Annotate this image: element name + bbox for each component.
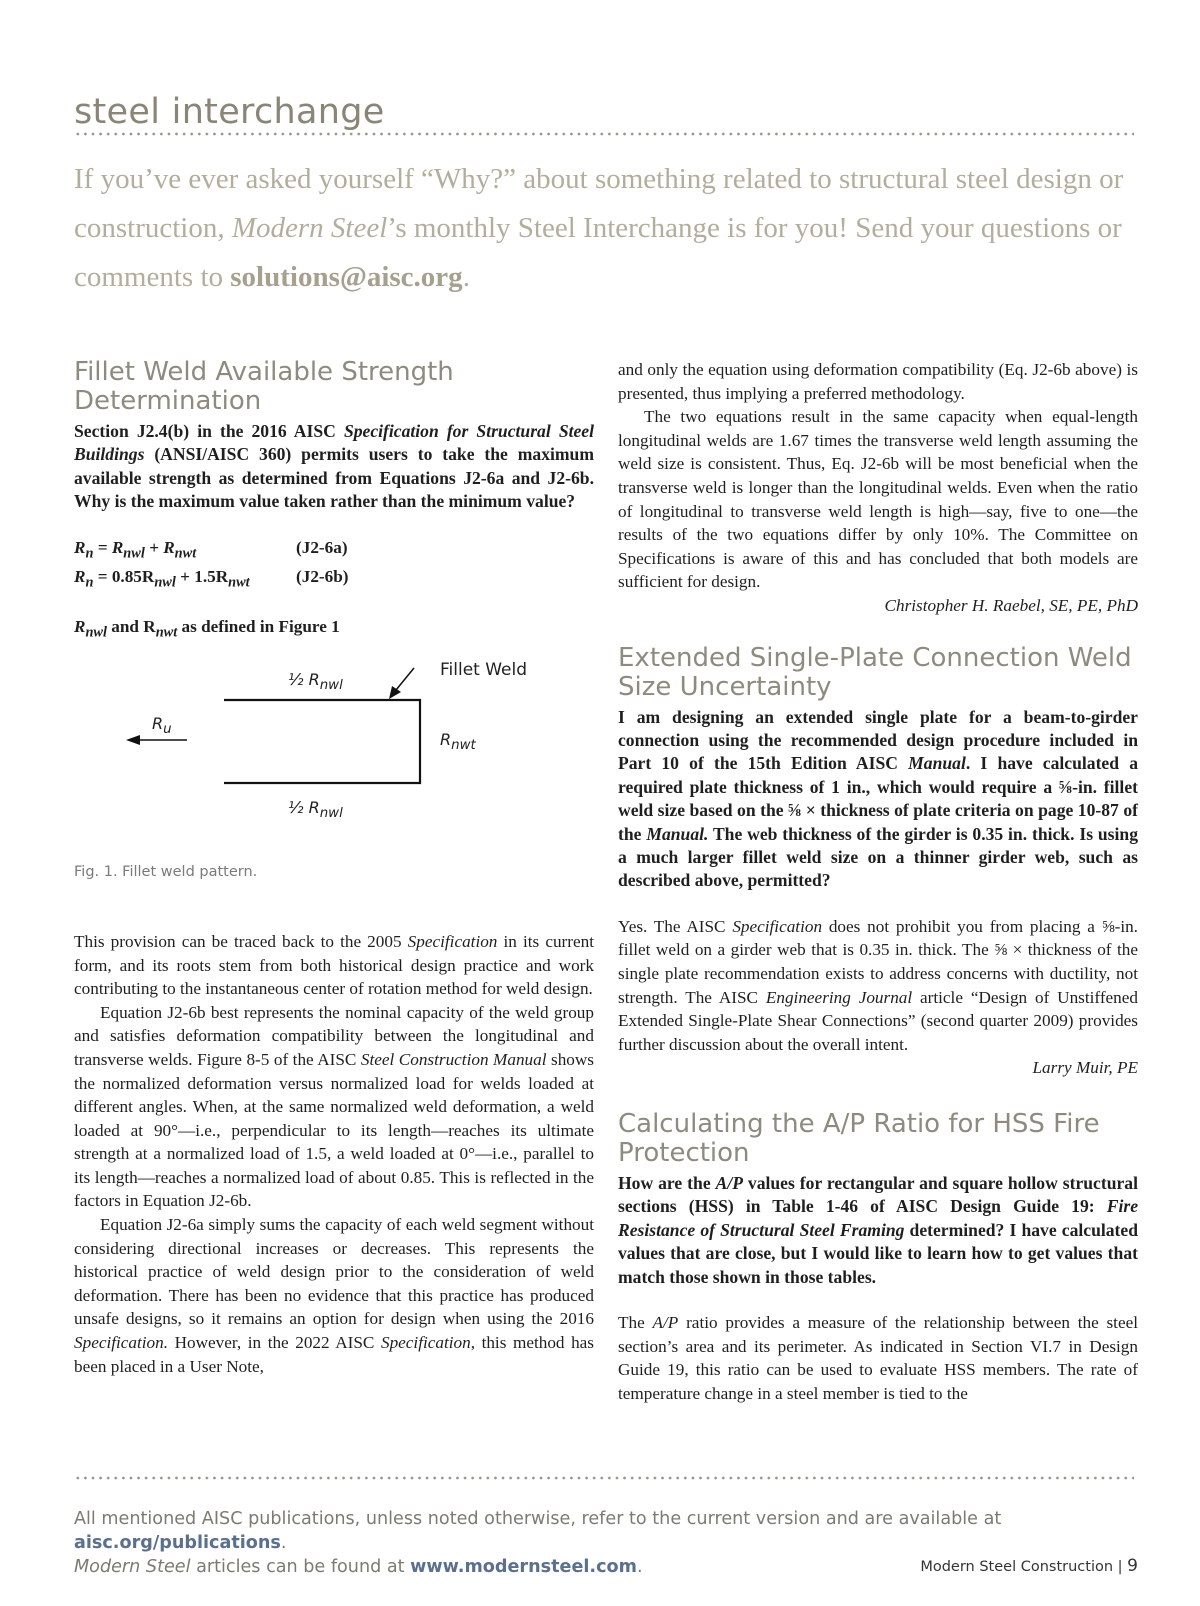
modernsteel-link[interactable]: www.modernsteel.com <box>410 1557 637 1577</box>
figure-caption: Fig. 1. Fillet weld pattern. <box>74 863 258 880</box>
transverse-weld-label: $R_{nwt}$ <box>440 729 476 754</box>
paragraph: This provision can be traced back to the 2005 Specification in its current form, and its roots stem from both historical design practice and work contributing to the instantaneous center of rotation method for weld design. <box>74 931 594 999</box>
load-arrow-head <box>126 735 140 745</box>
equation-j2-6a: $R_n = R_{nwl} + R_{nwt}$ (J2-6a) <box>74 537 348 562</box>
article-title: Calculating the A/P Ratio for HSS Fire Protection <box>618 1108 1100 1168</box>
article-question: How are the A/P values for rectangular and square hollow structural sections (HSS) in Table 1-46 of AISC Design Guide 19: Fire Resistance of Structural Steel Framing determined? I have calculated values that are close, but I would like to learn how to get values that match those shown in those tables. <box>618 1172 1138 1287</box>
weld-pattern-outline <box>224 700 420 783</box>
footer-note: All mentioned AISC publications, unless noted otherwise, refer to the current version and are available at aisc.org/publications. Modern Steel articles can be found at www.modernsteel.com. <box>74 1509 1002 1577</box>
bottom-weld-label: ½ $R_{nwl}$ <box>288 797 343 822</box>
article-body <box>74 930 594 1378</box>
fillet-weld-label: Fillet Weld <box>440 659 528 680</box>
right-column <box>618 358 1138 1405</box>
load-label: $R_u$ <box>152 713 172 738</box>
article-answer: The A/P ratio provides a measure of the relationship between the steel section’s area and its perimeter. As indicated in Section VI.7 in Design Guide 19, this ratio can be used to evaluate HSS members. The rate of temperature change in a steel member is tied to the <box>618 1312 1138 1403</box>
equation-j2-6b: $R_n = 0.85R_{nwl} + 1.5R_{nwt}$ (J2-6b) <box>74 567 349 591</box>
masthead-title: steel interchange <box>74 92 385 132</box>
top-dotted-rule <box>74 132 1134 136</box>
page-number: 9 <box>1127 1556 1138 1576</box>
intro-text: If you’ve ever asked yourself “Why?” about something related to structural steel design or construction, Modern Steel’s monthly Steel Interchange is for you! Send your questions or comments to solutions@aisc.org. <box>74 163 1124 293</box>
author-signature: Christopher H. Raebel, SE, PE, PhD <box>884 595 1138 615</box>
paragraph: Equation J2-6a simply sums the capacity of each weld segment without considering directional increases or decreases. This represents the historical practice of weld design prior to the consideration of weld deformation. There has been no evidence that this practice has produced unsafe designs, so it remains an option for design when using the 2016 Specification. However, in the 2022 AISC Specification, this method has been placed in a User Note, <box>74 1215 594 1376</box>
publications-link[interactable]: aisc.org/publications <box>74 1533 281 1553</box>
top-weld-label: ½ $R_{nwl}$ <box>288 669 343 694</box>
equations <box>74 536 594 595</box>
author-signature: Larry Muir, PE <box>1032 1058 1138 1078</box>
article-question: Section J2.4(b) in the 2016 AISC Specification for Structural Steel Buildings (ANSI/AISC 360) permits users to take the maximum available strength as determined from Equations J2-6a and J2-6b. Why is the maximum value taken rather than the minimum value? <box>74 421 594 512</box>
paragraph: The two equations result in the same capacity when equal-length longitudinal welds are 1.67 times the transverse weld length assuming the weld size is consistent. Thus, Eq. J2-6b will be most beneficial when the transverse weld is longer than the longitudinal welds. Even when the ratio of longitudinal to transverse weld length is high—say, five to one—the results of the two equations differ by only 10%. The Committee on Specifications is aware of this and has concluded that both models are sufficient for design. <box>618 407 1138 592</box>
paragraph: and only the equation using deformation compatibility (Eq. J2-6b above) is presented, thus implying a preferred methodology. <box>618 360 1138 403</box>
left-column <box>74 358 594 1378</box>
article-title: Extended Single-Plate Connection Weld Size Uncertainty <box>618 642 1132 702</box>
weld-pointer-head <box>389 686 401 699</box>
email-link[interactable]: solutions@aisc.org <box>230 261 463 293</box>
article-question: I am designing an extended single plate for a beam-to-girder connection using the recommended design procedure included in Part 10 of the 15th Edition AISC Manual. I have calculated a required plate thickness of 1 in., which would require a ⅝-in. fillet weld size based on the ⅝ × thickness of plate criteria on page 10-87 of the Manual. The web thickness of the girder is 0.35 in. thick. Is using a much larger fillet weld size on a thinner girder web, such as described above, permitted? <box>618 706 1138 891</box>
figure-1 <box>74 650 594 890</box>
article-answer: Yes. The AISC Specification does not prohibit you from placing a ⅝-in. fillet weld on a girder web that is 0.35 in. thick. The ⅝ × thickness of the single plate recommendation exists to address concerns with ductility, not strength. The AISC Engineering Journal article “Design of Unstiffened Extended Single-Plate Shear Connections” (second quarter 2009) provides further discussion about the overall intent. <box>618 916 1139 1054</box>
page-folio: Modern Steel Construction | 9 <box>920 1556 1138 1576</box>
article-title: Fillet Weld Available Strength Determination <box>74 357 454 416</box>
definitions-line: $R_{nwl}$ and $R_{nwt}$ as defined in Figure 1 <box>74 616 340 640</box>
bottom-dotted-rule <box>74 1476 1134 1480</box>
paragraph: Equation J2-6b best represents the nominal capacity of the weld group and satisfies deformation compatibility between the longitudinal and transverse welds. Figure 8-5 of the AISC Steel Construction Manual shows the normalized deformation versus normalized load for welds loaded at different angles. When, at the same normalized weld deformation, a weld loaded at 90°—i.e., perpendicular to its length—reaches its ultimate strength at a normalized load of 1.5, a weld loaded at 0°—i.e., parallel to its length—reaches a normalized load of about 0.85. This is reflected in the factors in Equation J2-6b. <box>74 1002 594 1211</box>
weld-pointer-line <box>396 668 414 690</box>
